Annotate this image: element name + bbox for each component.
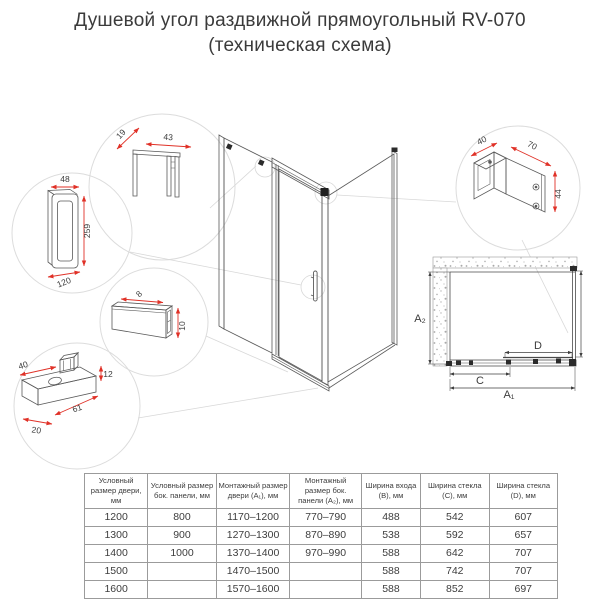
table-cell: 852 (421, 580, 489, 598)
dim-block-top: 40 (17, 358, 30, 372)
table-cell (148, 562, 216, 580)
table-cell: 642 (421, 544, 489, 562)
spec-table-body (85, 508, 558, 598)
dim-profile-width: 43 (163, 131, 174, 143)
table-cell: 697 (489, 580, 558, 598)
plan-dim-a2: A₂ (414, 313, 426, 325)
page-title-line2: (техническая схема) (208, 35, 392, 57)
table-cell: 1000 (148, 544, 216, 562)
table-cell: 870–890 (290, 526, 362, 544)
main-iso-view (219, 135, 398, 391)
dim-corner-height: 44 (553, 189, 563, 199)
table-cell: 1470–1500 (216, 562, 290, 580)
table-header-cell: Монтажный размер бок. панели (A₂), мм (290, 474, 362, 509)
table-row (85, 526, 558, 544)
table-cell: 707 (489, 544, 558, 562)
page-title-line1: Душевой угол раздвижной прямоугольный RV-070 (74, 10, 526, 31)
table-header-cell: Ширина стекла (C), мм (421, 474, 489, 509)
detail-handle-callout (48, 174, 92, 290)
table-cell: 538 (361, 526, 420, 544)
table-cell: 592 (421, 526, 489, 544)
table-cell: 1200 (85, 508, 148, 526)
dim-block-length: 61 (71, 401, 84, 415)
detail-profile-callout (114, 127, 191, 197)
table-cell: 588 (361, 562, 420, 580)
spec-table-head (85, 474, 558, 509)
table-header-row (85, 474, 558, 509)
detail-block-callout (17, 353, 113, 436)
detail-corner-callout (471, 134, 563, 212)
table-cell: 1370–1400 (216, 544, 290, 562)
spec-table (84, 473, 558, 599)
dim-block-width: 20 (31, 424, 42, 436)
table-cell: 607 (489, 508, 558, 526)
table-header-cell: Условный размер двери, мм (85, 474, 148, 509)
table-cell: 1400 (85, 544, 148, 562)
table-cell: 1570–1600 (216, 580, 290, 598)
table-row (85, 544, 558, 562)
table-cell: 970–990 (290, 544, 362, 562)
dim-tube-height: 10 (177, 321, 187, 331)
plan-dim-d: D (534, 340, 542, 352)
dim-handle-depth: 120 (55, 274, 73, 290)
callout-circles (12, 114, 580, 469)
dim-handle-width: 48 (60, 174, 70, 184)
table-cell: 488 (361, 508, 420, 526)
detail-tube-callout (112, 288, 187, 338)
dim-tube-depth: 8 (133, 288, 145, 300)
plan-dim-a1: A₁ (503, 389, 515, 401)
table-cell: 900 (148, 526, 216, 544)
table-cell (290, 562, 362, 580)
table-row (85, 580, 558, 598)
table-cell: 588 (361, 580, 420, 598)
table-cell: 707 (489, 562, 558, 580)
table-cell: 588 (361, 544, 420, 562)
table-cell (148, 580, 216, 598)
table-row (85, 508, 558, 526)
table-cell: 800 (148, 508, 216, 526)
table-header-cell: Ширина стекла (D), мм (489, 474, 558, 509)
table-cell: 1170–1200 (216, 508, 290, 526)
plan-view (414, 257, 583, 401)
table-cell (290, 580, 362, 598)
dim-block-height: 12 (103, 369, 113, 379)
dim-corner-right: 70 (525, 138, 539, 152)
table-header-cell: Условный размер бок. панели, мм (148, 474, 216, 509)
table-cell: 542 (421, 508, 489, 526)
dim-profile-depth: 19 (113, 127, 128, 141)
table-header-cell: Ширина входа (B), мм (361, 474, 420, 509)
dim-handle-height: 259 (82, 223, 92, 239)
table-header-cell: Монтажный размер двери (A₁), мм (216, 474, 290, 509)
table-cell: 1600 (85, 580, 148, 598)
dim-corner-left: 40 (475, 133, 489, 147)
table-row (85, 562, 558, 580)
table-cell: 1270–1300 (216, 526, 290, 544)
table-cell: 770–790 (290, 508, 362, 526)
plan-dim-c: C (476, 375, 484, 387)
table-cell: 657 (489, 526, 558, 544)
table-cell: 1300 (85, 526, 148, 544)
table-cell: 742 (421, 562, 489, 580)
table-cell: 1500 (85, 562, 148, 580)
